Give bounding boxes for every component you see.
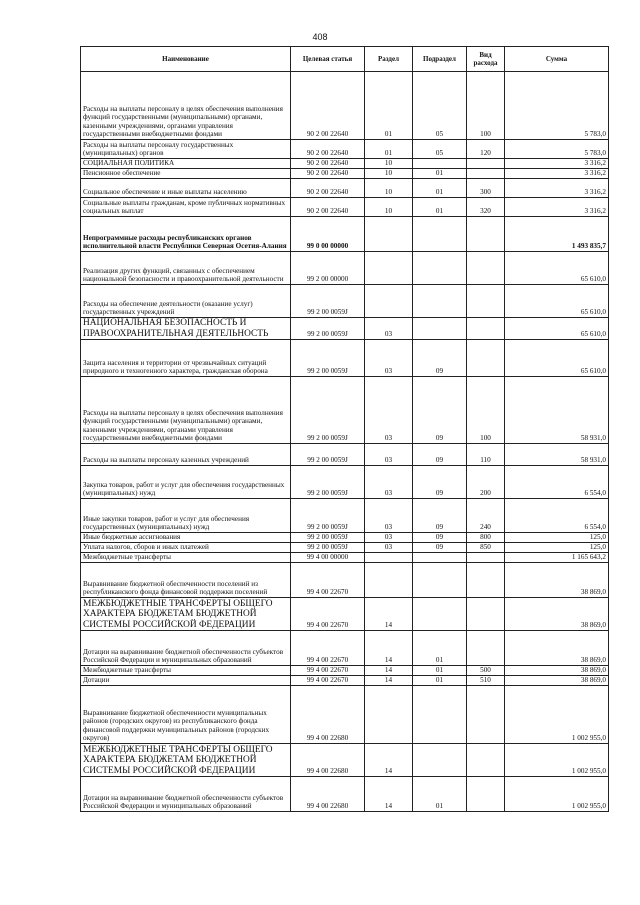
table-row — [81, 198, 609, 217]
row-amount-cell: 38 869,0 — [505, 598, 609, 631]
column-header-subsection: Подраздел — [413, 47, 467, 72]
row-section-cell: 03 — [365, 466, 413, 499]
row-expense-type-cell — [467, 563, 505, 598]
table-row — [81, 340, 609, 377]
row-section-cell — [365, 686, 413, 744]
column-header-target-article: Целевая статья — [291, 47, 365, 72]
row-amount-cell: 38 869,0 — [505, 631, 609, 666]
row-amount-cell: 1 165 643,2 — [505, 553, 609, 563]
row-amount-cell: 1 002 955,0 — [505, 686, 609, 744]
row-target-article-cell: 99 2 00 0059J — [291, 340, 365, 377]
table-row — [81, 252, 609, 285]
row-subsection-cell: 09 — [413, 466, 467, 499]
row-expense-type-cell — [467, 777, 505, 812]
row-subsection-cell: 01 — [413, 777, 467, 812]
row-name-cell: МЕЖБЮДЖЕТНЫЕ ТРАНСФЕРТЫ ОБЩЕГО ХАРАКТЕРА БЮДЖЕТАМ БЮДЖЕТНОЙ СИСТЕМЫ РОССИЙСКОЙ ФЕДЕРАЦИИ — [81, 598, 291, 631]
row-section-cell: 01 — [365, 140, 413, 159]
row-subsection-cell — [413, 553, 467, 563]
page-number: 408 — [312, 32, 328, 42]
row-expense-type-cell — [467, 159, 505, 169]
table-row — [81, 466, 609, 499]
row-section-cell: 10 — [365, 198, 413, 217]
row-name-cell: СОЦИАЛЬНАЯ ПОЛИТИКА — [81, 159, 291, 169]
row-name-cell: Социальные выплаты гражданам, кроме публичных нормативных социальных выплат — [81, 198, 291, 217]
row-expense-type-cell: 320 — [467, 198, 505, 217]
row-subsection-cell — [413, 686, 467, 744]
row-name-cell: Иные закупки товаров, работ и услуг для обеспечения государственных (муниципальных) нужд — [81, 499, 291, 533]
row-expense-type-cell — [467, 318, 505, 340]
table-row — [81, 631, 609, 666]
row-target-article-cell: 90 2 00 22640 — [291, 140, 365, 159]
row-name-cell: Реализация других функций, связанных с обеспечением национальной безопасности и правоохранительной деятельности — [81, 252, 291, 285]
row-subsection-cell: 09 — [413, 444, 467, 466]
table-header-row — [81, 47, 609, 72]
row-section-cell: 03 — [365, 318, 413, 340]
row-amount-cell: 1 002 955,0 — [505, 744, 609, 777]
row-section-cell: 14 — [365, 744, 413, 777]
row-name-cell: Расходы на обеспечение деятельности (оказание услуг) государственных учреждений — [81, 285, 291, 318]
row-expense-type-cell: 240 — [467, 499, 505, 533]
table-row — [81, 686, 609, 744]
row-amount-cell: 58 931,0 — [505, 444, 609, 466]
table-row — [81, 553, 609, 563]
column-header-expense-type: Вид расхода — [467, 47, 505, 72]
row-name-cell: Межбюджетные трансферты — [81, 553, 291, 563]
table-row — [81, 169, 609, 179]
row-name-cell: Защита населения и территории от чрезвычайных ситуаций природного и техногенного характера, гражданская оборона — [81, 340, 291, 377]
row-expense-type-cell: 120 — [467, 140, 505, 159]
row-subsection-cell — [413, 217, 467, 252]
row-subsection-cell — [413, 598, 467, 631]
row-section-cell: 03 — [365, 444, 413, 466]
row-name-cell: Дотации на выравнивание бюджетной обеспеченности субъектов Российской Федерации и муниципальных образований — [81, 777, 291, 812]
row-target-article-cell: 99 4 00 00000 — [291, 553, 365, 563]
table-row — [81, 777, 609, 812]
row-section-cell: 03 — [365, 499, 413, 533]
row-subsection-cell: 01 — [413, 631, 467, 666]
row-amount-cell: 125,0 — [505, 533, 609, 543]
row-subsection-cell: 01 — [413, 198, 467, 217]
row-amount-cell: 1 002 955,0 — [505, 777, 609, 812]
row-subsection-cell — [413, 252, 467, 285]
row-target-article-cell: 90 2 00 22640 — [291, 179, 365, 198]
row-amount-cell: 65 610,0 — [505, 318, 609, 340]
row-name-cell: Расходы на выплаты персоналу казенных учреждений — [81, 444, 291, 466]
row-amount-cell: 65 610,0 — [505, 252, 609, 285]
row-name-cell: Дотации — [81, 676, 291, 686]
row-section-cell — [365, 252, 413, 285]
row-name-cell: Пенсионное обеспечение — [81, 169, 291, 179]
table-row — [81, 598, 609, 631]
row-subsection-cell — [413, 159, 467, 169]
row-expense-type-cell — [467, 252, 505, 285]
row-target-article-cell: 99 2 00 0059J — [291, 285, 365, 318]
table-row — [81, 140, 609, 159]
row-target-article-cell: 99 4 00 22680 — [291, 777, 365, 812]
row-target-article-cell: 99 0 00 00000 — [291, 217, 365, 252]
row-expense-type-cell: 510 — [467, 676, 505, 686]
row-amount-cell: 6 554,0 — [505, 499, 609, 533]
row-name-cell: Выравнивание бюджетной обеспеченности муниципальных районов (городских округов) из республиканского фонда финансовой поддержки муниципальных районов (городских округов) — [81, 686, 291, 744]
row-section-cell: 03 — [365, 340, 413, 377]
row-subsection-cell: 05 — [413, 140, 467, 159]
table-row — [81, 72, 609, 140]
row-section-cell: 14 — [365, 631, 413, 666]
table-row — [81, 179, 609, 198]
row-amount-cell: 3 316,2 — [505, 169, 609, 179]
row-target-article-cell: 99 4 00 22670 — [291, 563, 365, 598]
row-section-cell: 10 — [365, 169, 413, 179]
row-expense-type-cell — [467, 598, 505, 631]
row-section-cell: 10 — [365, 179, 413, 198]
row-amount-cell: 3 316,2 — [505, 159, 609, 169]
row-name-cell: Межбюджетные трансферты — [81, 666, 291, 676]
row-target-article-cell: 99 2 00 00000 — [291, 252, 365, 285]
row-target-article-cell: 99 4 00 22680 — [291, 686, 365, 744]
row-section-cell: 03 — [365, 377, 413, 444]
row-name-cell: Расходы на выплаты персоналу в целях обеспечения выполнения функций государственными (муниципальными) органами, казенными учреждениями, органами управления государственными внебюджетными фондами — [81, 377, 291, 444]
row-section-cell: 14 — [365, 666, 413, 676]
row-name-cell: Непрограммные расходы республиканских органов исполнительной власти Республики Северная Осетия-Алания — [81, 217, 291, 252]
table-row — [81, 318, 609, 340]
row-target-article-cell: 99 4 00 22670 — [291, 598, 365, 631]
row-target-article-cell: 90 2 00 22640 — [291, 159, 365, 169]
row-target-article-cell: 99 2 00 0059J — [291, 318, 365, 340]
row-section-cell — [365, 217, 413, 252]
row-subsection-cell: 09 — [413, 340, 467, 377]
row-expense-type-cell: 500 — [467, 666, 505, 676]
table-row — [81, 543, 609, 553]
row-section-cell: 14 — [365, 598, 413, 631]
row-amount-cell: 65 610,0 — [505, 340, 609, 377]
table-row — [81, 666, 609, 676]
row-subsection-cell: 09 — [413, 499, 467, 533]
table-row — [81, 377, 609, 444]
table-row — [81, 499, 609, 533]
row-amount-cell: 38 869,0 — [505, 666, 609, 676]
row-target-article-cell: 90 2 00 22640 — [291, 169, 365, 179]
row-subsection-cell: 01 — [413, 179, 467, 198]
table-row — [81, 563, 609, 598]
row-section-cell: 14 — [365, 676, 413, 686]
table-row — [81, 217, 609, 252]
row-subsection-cell — [413, 563, 467, 598]
row-name-cell: Выравнивание бюджетной обеспеченности поселений из республиканского фонда финансовой поддержки поселений — [81, 563, 291, 598]
row-section-cell: 01 — [365, 72, 413, 140]
row-target-article-cell: 99 4 00 22670 — [291, 676, 365, 686]
column-header-name: Наименование — [81, 47, 291, 72]
row-section-cell: 10 — [365, 159, 413, 169]
row-section-cell: 03 — [365, 543, 413, 553]
row-target-article-cell: 99 2 00 0059J — [291, 543, 365, 553]
table-row — [81, 285, 609, 318]
row-subsection-cell: 01 — [413, 676, 467, 686]
row-name-cell: НАЦИОНАЛЬНАЯ БЕЗОПАСНОСТЬ И ПРАВООХРАНИТЕЛЬНАЯ ДЕЯТЕЛЬНОСТЬ — [81, 318, 291, 340]
row-subsection-cell — [413, 744, 467, 777]
row-expense-type-cell — [467, 340, 505, 377]
row-expense-type-cell: 200 — [467, 466, 505, 499]
row-name-cell: Расходы на выплаты персоналу государственных (муниципальных) органов — [81, 140, 291, 159]
row-amount-cell: 38 869,0 — [505, 563, 609, 598]
budget-table — [80, 46, 609, 812]
row-expense-type-cell — [467, 631, 505, 666]
row-name-cell: Закупка товаров, работ и услуг для обеспечения государственных (муниципальных) нужд — [81, 466, 291, 499]
row-amount-cell: 38 869,0 — [505, 676, 609, 686]
row-subsection-cell: 01 — [413, 666, 467, 676]
row-target-article-cell: 99 4 00 22680 — [291, 744, 365, 777]
row-expense-type-cell: 800 — [467, 533, 505, 543]
row-expense-type-cell: 100 — [467, 377, 505, 444]
row-subsection-cell — [413, 285, 467, 318]
row-target-article-cell: 99 2 00 0059J — [291, 499, 365, 533]
row-subsection-cell: 01 — [413, 169, 467, 179]
row-target-article-cell: 99 2 00 0059J — [291, 444, 365, 466]
row-expense-type-cell — [467, 553, 505, 563]
row-name-cell: Дотации на выравнивание бюджетной обеспеченности субъектов Российской Федерации и муниципальных образований — [81, 631, 291, 666]
row-amount-cell: 5 783,0 — [505, 140, 609, 159]
row-target-article-cell: 99 4 00 22670 — [291, 666, 365, 676]
table-row — [81, 744, 609, 777]
row-amount-cell: 3 316,2 — [505, 179, 609, 198]
row-expense-type-cell: 110 — [467, 444, 505, 466]
row-amount-cell: 3 316,2 — [505, 198, 609, 217]
row-expense-type-cell — [467, 169, 505, 179]
row-section-cell — [365, 285, 413, 318]
table-row — [81, 676, 609, 686]
row-name-cell: Социальное обеспечение и иные выплаты населению — [81, 179, 291, 198]
row-amount-cell: 58 931,0 — [505, 377, 609, 444]
row-section-cell: 03 — [365, 533, 413, 543]
row-target-article-cell: 90 2 00 22640 — [291, 72, 365, 140]
row-section-cell: 14 — [365, 777, 413, 812]
row-name-cell: Расходы на выплаты персоналу в целях обеспечения выполнения функций государственными (муниципальными) органами, казенными учреждениями, органами управления государственными внебюджетными фондами — [81, 72, 291, 140]
row-name-cell: Иные бюджетные ассигнования — [81, 533, 291, 543]
row-target-article-cell: 99 2 00 0059J — [291, 533, 365, 543]
row-name-cell: МЕЖБЮДЖЕТНЫЕ ТРАНСФЕРТЫ ОБЩЕГО ХАРАКТЕРА БЮДЖЕТАМ БЮДЖЕТНОЙ СИСТЕМЫ РОССИЙСКОЙ ФЕДЕРАЦИИ — [81, 744, 291, 777]
row-target-article-cell: 99 4 00 22670 — [291, 631, 365, 666]
row-subsection-cell: 09 — [413, 377, 467, 444]
column-header-section: Раздел — [365, 47, 413, 72]
row-amount-cell: 5 783,0 — [505, 72, 609, 140]
row-subsection-cell: 09 — [413, 533, 467, 543]
row-expense-type-cell: 300 — [467, 179, 505, 198]
row-subsection-cell: 09 — [413, 543, 467, 553]
row-subsection-cell: 05 — [413, 72, 467, 140]
row-expense-type-cell: 850 — [467, 543, 505, 553]
row-target-article-cell: 99 2 00 0059J — [291, 466, 365, 499]
row-subsection-cell — [413, 318, 467, 340]
row-expense-type-cell — [467, 686, 505, 744]
row-expense-type-cell — [467, 217, 505, 252]
table-row — [81, 444, 609, 466]
row-section-cell — [365, 563, 413, 598]
row-expense-type-cell: 100 — [467, 72, 505, 140]
row-section-cell — [365, 553, 413, 563]
row-target-article-cell: 90 2 00 22640 — [291, 198, 365, 217]
table-row — [81, 533, 609, 543]
row-expense-type-cell — [467, 285, 505, 318]
column-header-amount: Сумма — [505, 47, 609, 72]
row-expense-type-cell — [467, 744, 505, 777]
row-name-cell: Уплата налогов, сборов и иных платежей — [81, 543, 291, 553]
row-amount-cell: 6 554,0 — [505, 466, 609, 499]
row-target-article-cell: 99 2 00 0059J — [291, 377, 365, 444]
row-amount-cell: 1 493 835,7 — [505, 217, 609, 252]
table-row — [81, 159, 609, 169]
row-amount-cell: 65 610,0 — [505, 285, 609, 318]
row-amount-cell: 125,0 — [505, 543, 609, 553]
